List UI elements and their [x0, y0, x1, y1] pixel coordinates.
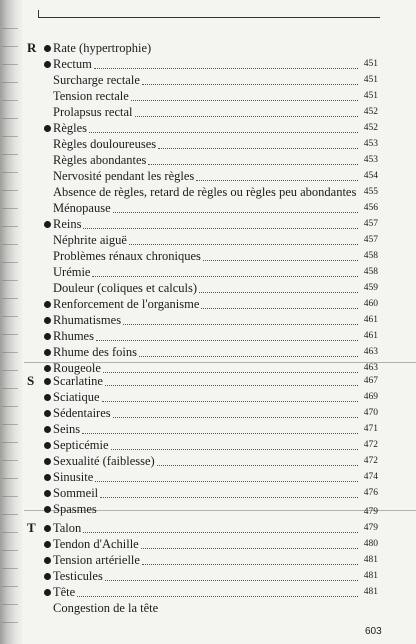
entry-page-number: 460 [363, 299, 378, 309]
dot-leader [141, 548, 358, 549]
entry-label: Sexualité (faiblesse) [53, 454, 155, 468]
entry-label: Prolapsus rectal [53, 105, 133, 119]
bullet-icon [44, 525, 51, 532]
dot-leader [105, 580, 358, 581]
index-entry [0, 313, 416, 327]
entry-label: Testicules [53, 569, 103, 583]
dot-leader [131, 100, 358, 101]
entry-page-number: 452 [363, 107, 378, 117]
entry-label: Néphrite aiguë [53, 233, 127, 247]
entry-label: Renforcement de l'organisme [53, 297, 200, 311]
index-entry [0, 486, 416, 500]
index-entry [0, 329, 416, 343]
entry-page-number: 452 [363, 123, 378, 133]
index-entry [0, 422, 416, 436]
bullet-icon [44, 221, 51, 228]
dot-leader [89, 132, 358, 133]
entry-label: Reins [53, 217, 82, 231]
entry-page-number: 455 [363, 187, 378, 197]
bullet-icon [44, 317, 51, 324]
index-entry [0, 57, 416, 71]
dot-leader [203, 260, 358, 261]
index-entry [0, 265, 416, 279]
bullet-icon [44, 506, 51, 513]
dot-leader [96, 340, 358, 341]
index-entry [0, 601, 416, 615]
entry-page-number: 461 [363, 331, 378, 341]
bullet-icon [44, 45, 51, 52]
index-entry [0, 249, 416, 263]
bullet-icon [44, 442, 51, 449]
entry-page-number: 459 [363, 283, 378, 293]
entry-page-number: 454 [363, 171, 378, 181]
entry-page-number: 471 [363, 424, 378, 434]
dot-leader [103, 372, 358, 373]
index-entry [0, 217, 416, 231]
index-entry [0, 73, 416, 87]
dot-leader [105, 385, 358, 386]
entry-page-number: 453 [363, 155, 378, 165]
entry-label: Congestion de la tête [53, 601, 159, 615]
entry-label: Rhumatismes [53, 313, 122, 327]
entry-page-number: 470 [363, 408, 378, 418]
index-entry [0, 521, 416, 535]
bullet-icon [44, 333, 51, 340]
top-rule [38, 17, 380, 18]
entry-page-number: 458 [363, 267, 378, 277]
bullet-icon [44, 573, 51, 580]
entry-label: Règles abondantes [53, 153, 147, 167]
entry-label: Sciatique [53, 390, 100, 404]
dot-leader [148, 164, 358, 165]
bullet-icon [44, 557, 51, 564]
entry-page-number: 453 [363, 139, 378, 149]
index-entry [0, 438, 416, 452]
entry-label: Rectum [53, 57, 92, 71]
bullet-icon [44, 458, 51, 465]
index-entry [0, 361, 416, 375]
section-letter: R [27, 40, 37, 55]
index-entry [0, 169, 416, 183]
index-entry [0, 374, 416, 388]
index-entry [0, 281, 416, 295]
dot-leader [142, 564, 358, 565]
entry-label: Règles [53, 121, 88, 135]
entry-label: Douleur (coliques et calculs) [53, 281, 198, 295]
entry-label: Seins [53, 422, 81, 436]
bullet-icon [44, 474, 51, 481]
entry-label: Surcharge rectale [53, 73, 140, 87]
entry-page-number: 479 [363, 523, 378, 533]
index-entry [0, 537, 416, 551]
index-entry [0, 185, 416, 199]
entry-label: Septicémie [53, 438, 109, 452]
index-entry [0, 585, 416, 599]
dot-leader [95, 481, 358, 482]
entry-page-number: 457 [363, 219, 378, 229]
entry-page-number: 476 [363, 488, 378, 498]
entry-label: Rate (hypertrophie) [53, 41, 152, 55]
section-letter: S [27, 373, 35, 388]
entry-page-number: 472 [363, 456, 378, 466]
dot-leader [142, 84, 358, 85]
dot-leader [157, 465, 358, 466]
dot-leader [139, 356, 358, 357]
bullet-icon [44, 61, 51, 68]
bullet-icon [44, 365, 51, 372]
index-entry [0, 121, 416, 135]
index-entry [0, 502, 416, 516]
index-entry [0, 153, 416, 167]
entry-label: Rhume des foins [53, 345, 138, 359]
entry-label: Rhumes [53, 329, 94, 343]
entry-page-number: 481 [363, 587, 378, 597]
index-entry [0, 297, 416, 311]
entry-label: Tension artérielle [53, 553, 140, 567]
index-entry [0, 345, 416, 359]
index-entry [0, 137, 416, 151]
entry-label: Problèmes rénaux chroniques [53, 249, 201, 263]
entry-label: Sinusite [53, 470, 94, 484]
entry-page-number: 469 [363, 392, 378, 402]
entry-page-number: 451 [363, 91, 378, 101]
dot-leader [129, 244, 358, 245]
entry-page-number: 481 [363, 571, 378, 581]
dot-leader [123, 324, 358, 325]
index-entry [0, 390, 416, 404]
entry-page-number: 457 [363, 235, 378, 245]
entry-label: Urémie [53, 265, 91, 279]
dot-leader [100, 497, 358, 498]
entry-label: Règles douloureuses [53, 137, 157, 151]
dot-leader [111, 449, 358, 450]
entry-page-number: 463 [363, 347, 378, 357]
entry-page-number: 467 [363, 376, 378, 386]
dot-leader [77, 596, 358, 597]
entry-page-number: 456 [363, 203, 378, 213]
entry-label: Tension rectale [53, 89, 129, 103]
edge-line [2, 388, 18, 389]
section-letter: T [27, 520, 36, 535]
entry-label: Absence de règles, retard de règles ou règles peu abondantes [53, 185, 357, 199]
index-entry [0, 41, 416, 55]
dot-leader [83, 532, 358, 533]
bullet-icon [44, 426, 51, 433]
dot-leader [94, 68, 358, 69]
entry-label: Spasmes [53, 502, 97, 516]
dot-leader [102, 401, 358, 402]
entry-label: Tendon d'Achille [53, 537, 139, 551]
entry-label: Talon [53, 521, 82, 535]
entry-label: Tête [53, 585, 76, 599]
index-entry [0, 89, 416, 103]
entry-page-number: 472 [363, 440, 378, 450]
dot-leader [82, 433, 358, 434]
dot-leader [92, 276, 358, 277]
index-entry [0, 406, 416, 420]
dot-leader [158, 148, 358, 149]
bullet-icon [44, 490, 51, 497]
dot-leader [196, 180, 358, 181]
bullet-icon [44, 410, 51, 417]
dot-leader [135, 116, 358, 117]
entry-label: Ménopause [53, 201, 111, 215]
bullet-icon [44, 349, 51, 356]
index-entry [0, 105, 416, 119]
entry-label: Scarlatine [53, 374, 103, 388]
index-entry [0, 454, 416, 468]
edge-line [2, 622, 18, 623]
bullet-icon [44, 394, 51, 401]
entry-page-number: 479 [363, 507, 378, 517]
dot-leader [113, 212, 358, 213]
entry-page-number: 461 [363, 315, 378, 325]
entry-page-number: 474 [363, 472, 378, 482]
entry-label: Nervosité pendant les règles [53, 169, 195, 183]
edge-line [2, 28, 18, 29]
index-entry [0, 470, 416, 484]
bullet-icon [44, 589, 51, 596]
entry-label: Sommeil [53, 486, 99, 500]
dot-leader [83, 228, 358, 229]
entry-page-number: 458 [363, 251, 378, 261]
index-entry [0, 569, 416, 583]
entry-page-number: 481 [363, 555, 378, 565]
bullet-icon [44, 301, 51, 308]
entry-label: Rougeole [53, 361, 101, 375]
bullet-icon [44, 541, 51, 548]
index-entry [0, 233, 416, 247]
page-number: 603 [365, 626, 382, 637]
entry-page-number: 480 [363, 539, 378, 549]
entry-page-number: 451 [363, 59, 378, 69]
index-entry [0, 553, 416, 567]
dot-leader [113, 417, 358, 418]
dot-leader [199, 292, 358, 293]
entry-label: Sédentaires [53, 406, 111, 420]
dot-leader [201, 308, 358, 309]
entry-page-number: 463 [363, 363, 378, 373]
bullet-icon [44, 125, 51, 132]
entry-page-number: 451 [363, 75, 378, 85]
index-entry [0, 201, 416, 215]
bullet-icon [44, 378, 51, 385]
